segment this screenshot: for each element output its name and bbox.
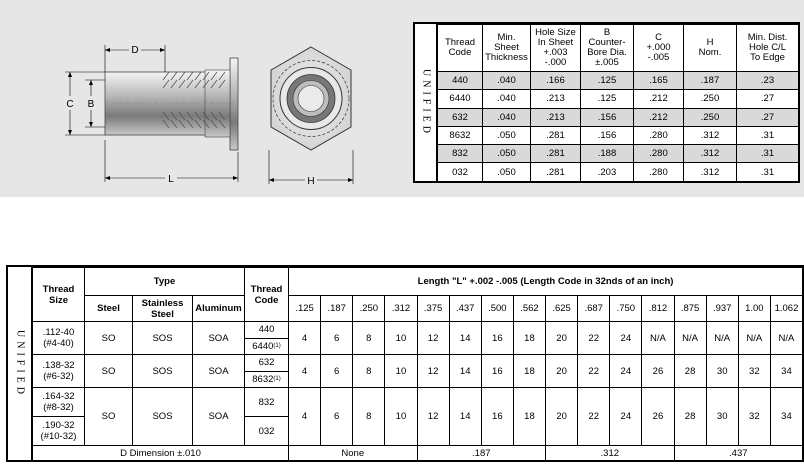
- spec-header-2: [531, 25, 581, 72]
- spec-header-1: [483, 25, 531, 72]
- spec-header-line: H: [706, 37, 714, 48]
- type-cell: SO: [85, 355, 133, 388]
- length-code-cell: 28: [674, 355, 706, 388]
- dim-label-b: B: [87, 99, 95, 110]
- thread-code-cell: [245, 388, 289, 446]
- length-col-header: 1.062: [770, 296, 802, 322]
- type-header: Type: [85, 268, 245, 296]
- spec-cell: .281: [531, 145, 581, 163]
- type-cell: SO: [85, 388, 133, 446]
- length-code-cell: 20: [546, 355, 578, 388]
- length-code-cell: 34: [770, 388, 802, 446]
- d-dimension-value: .187: [417, 446, 546, 462]
- spec-table-panel: [413, 22, 800, 183]
- type-cell: SO: [85, 322, 133, 355]
- d-dimension-value: .437: [674, 446, 803, 462]
- spec-cell: .166: [531, 72, 581, 90]
- spec-header-line: Nom.: [698, 47, 722, 58]
- spec-header-line: Bore Dia.: [587, 47, 627, 58]
- length-code-cell: 14: [449, 322, 481, 355]
- thread-code-text: 440: [258, 324, 275, 336]
- spec-header-line: Min.: [497, 32, 516, 43]
- thread-size-text: (#4-40): [43, 338, 74, 349]
- length-code-cell: 12: [417, 322, 449, 355]
- length-row: [33, 388, 803, 446]
- length-code-cell: 32: [738, 388, 770, 446]
- length-code-cell: 30: [706, 388, 738, 446]
- length-code-cell: 8: [353, 388, 385, 446]
- spec-cell: .27: [737, 108, 799, 126]
- spec-cell: .050: [483, 163, 531, 181]
- d-dimension-value: .312: [546, 446, 675, 462]
- length-code-cell: 22: [578, 322, 610, 355]
- spec-cell: 632: [438, 108, 483, 126]
- spec-cell: .040: [483, 108, 531, 126]
- spec-cell: .281: [531, 163, 581, 181]
- length-code-cell: 32: [738, 355, 770, 388]
- d-dimension-value: None: [289, 446, 418, 462]
- spec-header-line: -.005: [647, 52, 670, 63]
- spec-header-line: Thickness: [485, 52, 528, 63]
- footnote-mark: (1): [273, 343, 281, 350]
- type-steel-header: Steel: [85, 296, 133, 322]
- length-code-cell: 8: [353, 355, 385, 388]
- length-code-cell: N/A: [738, 322, 770, 355]
- length-col-header: .375: [417, 296, 449, 322]
- spec-cell: .312: [684, 145, 737, 163]
- spec-header-line: To Edge: [750, 52, 785, 63]
- length-col-header: 1.00: [738, 296, 770, 322]
- length-side-label: UNIFIED: [8, 267, 32, 460]
- spec-header-0: [438, 25, 483, 72]
- spec-cell: .23: [737, 72, 799, 90]
- length-code-cell: 22: [578, 388, 610, 446]
- footnote-mark: (1): [273, 376, 281, 383]
- length-code-cell: 4: [289, 388, 321, 446]
- spec-cell: .125: [581, 72, 634, 90]
- type-cell: SOS: [133, 355, 193, 388]
- length-code-cell: 10: [385, 355, 417, 388]
- spec-header-3: [581, 25, 634, 72]
- spec-cell: .125: [581, 90, 634, 108]
- thread-code-text: 6440: [252, 340, 274, 352]
- thread-code-cell: [245, 355, 289, 388]
- length-col-header: .312: [385, 296, 417, 322]
- length-row: [33, 322, 803, 355]
- spec-header-row: [438, 25, 799, 72]
- end-view: [271, 47, 351, 150]
- length-code-cell: N/A: [770, 322, 802, 355]
- length-code-cell: 16: [481, 388, 513, 446]
- length-code-cell: 24: [610, 355, 642, 388]
- length-code-cell: 26: [642, 388, 674, 446]
- dim-label-l: L: [168, 174, 174, 185]
- length-col-header: .937: [706, 296, 738, 322]
- length-code-cell: 22: [578, 355, 610, 388]
- spec-row: [438, 145, 799, 163]
- spec-cell: 440: [438, 72, 483, 90]
- length-code-cell: 20: [546, 388, 578, 446]
- length-col-header: .437: [449, 296, 481, 322]
- thread-size-cell: [33, 388, 85, 446]
- spec-row: [438, 126, 799, 144]
- length-col-header: .875: [674, 296, 706, 322]
- spec-header-line: Hole Size: [535, 27, 576, 38]
- length-table-panel: [6, 265, 804, 462]
- spec-header-line: B: [603, 27, 611, 38]
- length-code-cell: 34: [770, 355, 802, 388]
- thread-size-cell: [33, 355, 85, 388]
- spec-cell: .31: [737, 163, 799, 181]
- spec-cell: .188: [581, 145, 634, 163]
- spec-cell: .213: [531, 108, 581, 126]
- spec-header-line: Thread: [444, 37, 476, 48]
- length-col-header: .625: [546, 296, 578, 322]
- type-cell: SOS: [133, 322, 193, 355]
- spec-cell: .212: [634, 108, 684, 126]
- spec-side-label: UNIFIED: [415, 24, 437, 181]
- spec-cell: .156: [581, 108, 634, 126]
- spec-cell: .212: [634, 90, 684, 108]
- spec-cell: 8632: [438, 126, 483, 144]
- length-col-header: .750: [610, 296, 642, 322]
- spec-cell: 832: [438, 145, 483, 163]
- length-code-cell: 18: [513, 355, 545, 388]
- spec-header-line: C: [655, 32, 662, 43]
- type-aluminum-header: Aluminum: [193, 296, 245, 322]
- spec-cell: .31: [737, 126, 799, 144]
- thread-size-text: .164-32: [42, 391, 75, 402]
- spec-row: [438, 72, 799, 90]
- spec-cell: .27: [737, 90, 799, 108]
- length-col-header: .812: [642, 296, 674, 322]
- spec-cell: .280: [634, 126, 684, 144]
- d-dimension-label: D Dimension ±.010: [33, 446, 289, 462]
- spec-row: [438, 108, 799, 126]
- thread-size-text: (#8-32): [43, 402, 74, 413]
- thread-size-text: (#10-32): [40, 431, 77, 442]
- spec-header-line: Code: [448, 47, 472, 58]
- spec-cell: 6440: [438, 90, 483, 108]
- length-col-header: .562: [513, 296, 545, 322]
- length-code-cell: N/A: [674, 322, 706, 355]
- spec-header-line: Min. Dist.: [747, 32, 788, 43]
- type-cell: SOA: [193, 355, 245, 388]
- spec-cell: .312: [684, 126, 737, 144]
- spec-header-5: [684, 25, 737, 72]
- spec-cell: .31: [737, 145, 799, 163]
- spec-cell: .281: [531, 126, 581, 144]
- thread-code-cell: [245, 322, 289, 355]
- spec-header-line: In Sheet: [537, 37, 574, 48]
- thread-size-header: Thread Size: [33, 268, 85, 322]
- spec-cell: .250: [684, 108, 737, 126]
- length-code-cell: 16: [481, 322, 513, 355]
- spec-cell: .280: [634, 163, 684, 181]
- length-code-cell: 24: [610, 388, 642, 446]
- spec-cell: .165: [634, 72, 684, 90]
- thread-code-text: 632: [258, 357, 275, 369]
- type-cell: SOS: [133, 388, 193, 446]
- length-code-cell: 30: [706, 355, 738, 388]
- thread-size-text: .190-32: [42, 420, 75, 431]
- length-code-cell: 26: [642, 355, 674, 388]
- length-code-cell: 12: [417, 355, 449, 388]
- type-cell: SOA: [193, 322, 245, 355]
- spec-header-line: ±.005: [595, 57, 619, 68]
- length-row: [33, 355, 803, 388]
- spec-cell: .250: [684, 90, 737, 108]
- length-col-header: .687: [578, 296, 610, 322]
- length-code-cell: 14: [449, 355, 481, 388]
- length-code-cell: 18: [513, 388, 545, 446]
- length-code-cell: 10: [385, 322, 417, 355]
- length-code-cell: 4: [289, 355, 321, 388]
- thread-code-text: 832: [258, 396, 275, 408]
- length-code-cell: 6: [321, 322, 353, 355]
- length-col-header: .250: [353, 296, 385, 322]
- length-code-cell: 16: [481, 355, 513, 388]
- spec-cell: .280: [634, 145, 684, 163]
- d-dimension-row: [33, 446, 803, 462]
- length-code-cell: 20: [546, 322, 578, 355]
- thread-code-text: 032: [258, 425, 275, 437]
- fastener-drawing: [55, 30, 385, 195]
- spec-cell: .040: [483, 90, 531, 108]
- spec-cell: .156: [581, 126, 634, 144]
- dim-label-d: D: [131, 45, 139, 56]
- thread-size-cell: [33, 322, 85, 355]
- length-code-cell: 28: [674, 388, 706, 446]
- spec-cell: .312: [684, 163, 737, 181]
- spec-cell: .213: [531, 90, 581, 108]
- spec-table: [437, 24, 799, 182]
- length-code-cell: 6: [321, 355, 353, 388]
- spec-cell: 032: [438, 163, 483, 181]
- thread-code-text: 8632: [252, 373, 274, 385]
- length-col-header: .500: [481, 296, 513, 322]
- thread-size-text: .112-40: [42, 327, 75, 338]
- length-code-cell: N/A: [706, 322, 738, 355]
- spec-header-line: Counter-: [588, 37, 626, 48]
- length-col-header: .187: [321, 296, 353, 322]
- length-code-cell: 18: [513, 322, 545, 355]
- spec-cell: .203: [581, 163, 634, 181]
- length-code-cell: 12: [417, 388, 449, 446]
- type-stainless-header: Stainless Steel: [133, 296, 193, 322]
- length-table: [32, 267, 803, 462]
- spec-cell: .187: [684, 72, 737, 90]
- length-code-cell: 24: [610, 322, 642, 355]
- spec-header-line: -.000: [544, 57, 567, 68]
- spec-header-line: +.000: [646, 42, 671, 53]
- spec-cell: .040: [483, 72, 531, 90]
- spec-cell: .050: [483, 145, 531, 163]
- length-code-cell: 6: [321, 388, 353, 446]
- spec-header-line: Hole C/L: [749, 42, 786, 53]
- length-code-cell: 14: [449, 388, 481, 446]
- spec-header-line: +.003: [543, 47, 568, 58]
- side-view: [105, 58, 238, 150]
- spec-header-line: Sheet: [494, 42, 519, 53]
- length-code-cell: 8: [353, 322, 385, 355]
- thread-size-text: (#6-32): [43, 371, 74, 382]
- dim-label-h: H: [307, 176, 315, 187]
- thread-code-header: Thread Code: [245, 268, 289, 322]
- length-code-cell: N/A: [642, 322, 674, 355]
- spec-header-4: [634, 25, 684, 72]
- thread-size-text: .138-32: [42, 360, 75, 371]
- length-col-header: .125: [289, 296, 321, 322]
- dim-label-c: C: [66, 99, 74, 110]
- spec-header-6: [737, 25, 799, 72]
- spec-row: [438, 163, 799, 181]
- length-code-cell: 4: [289, 322, 321, 355]
- spec-cell: .050: [483, 126, 531, 144]
- type-cell: SOA: [193, 388, 245, 446]
- spec-row: [438, 90, 799, 108]
- length-header: Length "L" +.002 -.005 (Length Code in 32nds of an inch): [289, 268, 803, 296]
- length-code-cell: 10: [385, 388, 417, 446]
